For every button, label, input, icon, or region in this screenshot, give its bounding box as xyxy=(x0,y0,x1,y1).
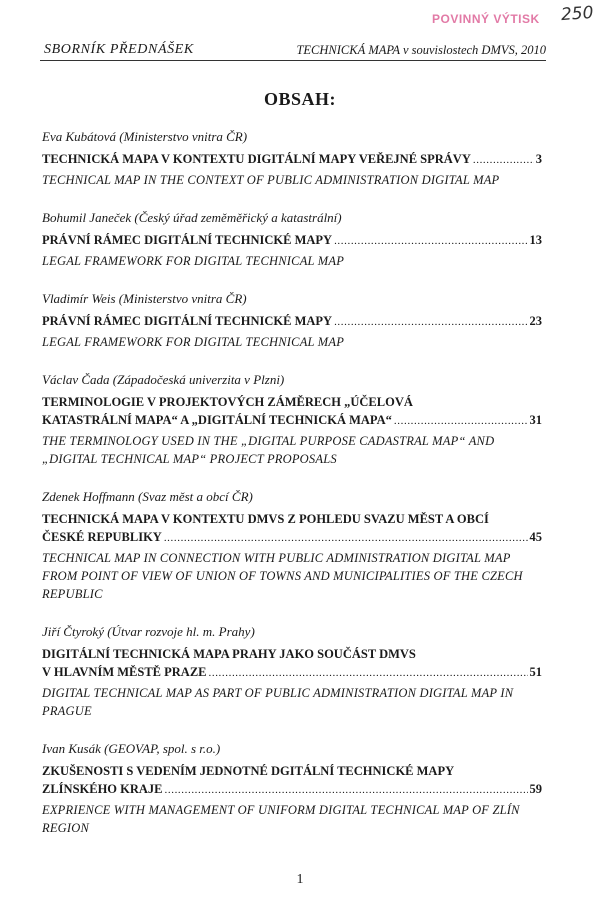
header-left: SBORNÍK PŘEDNÁŠEK xyxy=(44,42,194,57)
entry-title-text: PRÁVNÍ RÁMEC DIGITÁLNÍ TECHNICKÉ MAPY xyxy=(42,233,333,247)
entry-author: Bohumil Janeček (Český úřad zeměměřický a katastrální) xyxy=(42,210,342,225)
header-right: TECHNICKÁ MAPA v souvislostech DMVS, 2010 xyxy=(296,43,546,57)
dot-leader xyxy=(334,312,527,331)
toc-entry xyxy=(42,371,542,468)
toc-entry xyxy=(42,128,542,189)
entry-page-number: 59 xyxy=(529,782,542,796)
entry-page-number: 45 xyxy=(529,530,542,544)
entry-title-text: ZLÍNSKÉHO KRAJE xyxy=(42,782,163,796)
entry-title-line[interactable]: TECHNICKÁ MAPA V KONTEXTU DMVS Z POHLEDU SVAZU MĚST A OBCÍ xyxy=(42,512,489,526)
entry-author: Jiří Čtyroký (Útvar rozvoje hl. m. Prahy) xyxy=(42,624,255,639)
page-header xyxy=(40,42,546,61)
handwritten-number: 250 xyxy=(560,2,595,26)
entry-title-line[interactable] xyxy=(42,231,542,250)
dot-leader xyxy=(473,150,534,169)
dot-leader xyxy=(164,528,528,547)
dot-leader xyxy=(394,411,528,430)
page-title: OBSAH: xyxy=(263,89,336,109)
toc-list xyxy=(42,128,542,857)
entry-english-title: TECHNICAL MAP IN CONNECTION WITH PUBLIC ADMINISTRATION DIGITAL MAP FROM POINT OF VIEW OF UNION OF TOWNS AND MUNICIPALITIES OF THE CZECH REPUBLIC xyxy=(42,551,523,601)
entry-english-title: THE TERMINOLOGY USED IN THE „DIGITAL PURPOSE CADASTRAL MAP“ AND „DIGITAL TECHNICAL MAP“ PROJECT PROPOSALS xyxy=(42,434,495,466)
entry-author: Vladimír Weis (Ministerstvo vnitra ČR) xyxy=(42,291,247,306)
entry-title-line[interactable]: DIGITÁLNÍ TECHNICKÁ MAPA PRAHY JAKO SOUČÁST DMVS xyxy=(42,647,416,661)
entry-title-line[interactable]: ZKUŠENOSTI S VEDENÍM JEDNOTNÉ DGITÁLNÍ TECHNICKÉ MAPY xyxy=(42,764,455,778)
entry-english-title: LEGAL FRAMEWORK FOR DIGITAL TECHNICAL MAP xyxy=(42,254,345,268)
toc-entry xyxy=(42,623,542,720)
entry-author: Václav Čada (Západočeská univerzita v Plzni) xyxy=(42,372,285,387)
entry-page-number: 3 xyxy=(535,152,542,166)
entry-title-text: PRÁVNÍ RÁMEC DIGITÁLNÍ TECHNICKÉ MAPY xyxy=(42,314,333,328)
entry-page-number: 23 xyxy=(529,314,542,328)
page-number: 1 xyxy=(296,872,304,887)
dot-leader xyxy=(209,663,528,682)
entry-page-number: 13 xyxy=(529,233,542,247)
entry-english-title: TECHNICAL MAP IN THE CONTEXT OF PUBLIC ADMINISTRATION DIGITAL MAP xyxy=(42,173,500,187)
entry-title-line[interactable] xyxy=(42,312,542,331)
entry-title-line[interactable] xyxy=(42,150,542,169)
entry-author: Eva Kubátová (Ministerstvo vnitra ČR) xyxy=(42,129,248,144)
toc-entry xyxy=(42,740,542,837)
dot-leader xyxy=(334,231,527,250)
entry-english-title: DIGITAL TECHNICAL MAP AS PART OF PUBLIC ADMINISTRATION DIGITAL MAP IN PRAGUE xyxy=(42,686,514,718)
entry-title-text: KATASTRÁLNÍ MAPA“ A „DIGITÁLNÍ TECHNICKÁ MAPA“ xyxy=(42,413,392,427)
entry-title-line[interactable] xyxy=(42,780,542,799)
toc-entry xyxy=(42,290,542,351)
entry-title-line[interactable] xyxy=(42,663,542,682)
stamp: POVINNÝ VÝTISK xyxy=(432,12,540,26)
entry-title-line[interactable] xyxy=(42,411,542,430)
toc-entry xyxy=(42,488,542,603)
entry-title-text: TECHNICKÁ MAPA V KONTEXTU DIGITÁLNÍ MAPY VEŘEJNÉ SPRÁVY xyxy=(42,152,471,166)
entry-author: Zdenek Hoffmann (Svaz měst a obcí ČR) xyxy=(42,489,253,504)
entry-title-text: V HLAVNÍM MĚSTĚ PRAZE xyxy=(42,665,207,679)
entry-title-line[interactable]: TERMINOLOGIE V PROJEKTOVÝCH ZÁMĚRECH „ÚČELOVÁ xyxy=(42,395,413,409)
entry-english-title: EXPRIENCE WITH MANAGEMENT OF UNIFORM DIGITAL TECHNICAL MAP OF ZLÍN REGION xyxy=(42,803,520,835)
entry-title-line[interactable] xyxy=(42,528,542,547)
entry-english-title: LEGAL FRAMEWORK FOR DIGITAL TECHNICAL MAP xyxy=(42,335,345,349)
dot-leader xyxy=(165,780,528,799)
toc-entry xyxy=(42,209,542,270)
entry-title-text: ČESKÉ REPUBLIKY xyxy=(42,530,162,544)
entry-page-number: 31 xyxy=(529,413,542,427)
entry-page-number: 51 xyxy=(529,665,542,679)
entry-author: Ivan Kusák (GEOVAP, spol. s r.o.) xyxy=(42,741,221,756)
